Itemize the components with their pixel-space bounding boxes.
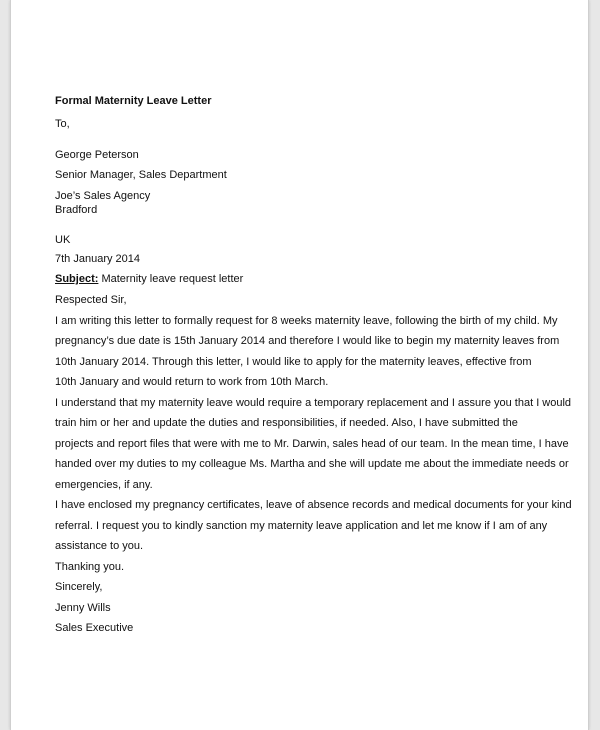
thanks-line: Thanking you. bbox=[55, 561, 125, 573]
recipient-name: George Peterson bbox=[55, 149, 139, 161]
paragraph-line: pregnancy’s due date is 15th January 2014 and therefore I would like to begin my maternity leaves from bbox=[55, 335, 560, 347]
paragraph-line: 10th January 2014. Through this letter, I would like to apply for the maternity leaves, effective from bbox=[55, 356, 532, 368]
sender-title: Sales Executive bbox=[55, 622, 134, 634]
paragraph-line: train him or her and update the duties and responsibilities, if needed. Also, I have submitted the bbox=[55, 417, 518, 429]
paragraph-line: projects and report files that were with me to Mr. Darwin, sales head of our team. In the mean time, I have bbox=[55, 438, 569, 450]
paragraph-line: I have enclosed my pregnancy certificates, leave of absence records and medical documents for your kind bbox=[55, 499, 572, 511]
paragraph-line: referral. I request you to kindly sanction my maternity leave application and let me know if I am of any bbox=[55, 520, 548, 532]
document-page bbox=[10, 0, 589, 730]
paragraph-line: handed over my duties to my colleague Ms. Martha and she will update me about the immediate needs or bbox=[55, 458, 569, 470]
subject-label: Subject: bbox=[55, 273, 99, 285]
closing-line: Sincerely, bbox=[55, 581, 103, 593]
paragraph-line: I am writing this letter to formally request for 8 weeks maternity leave, following the birth of my child. My bbox=[55, 315, 558, 327]
recipient-country: UK bbox=[55, 234, 71, 246]
paragraph-line: I understand that my maternity leave would require a temporary replacement and I assure you that I would bbox=[55, 397, 572, 409]
subject-line bbox=[55, 272, 243, 286]
recipient-position: Senior Manager, Sales Department bbox=[55, 169, 227, 181]
letter-date: 7th January 2014 bbox=[55, 253, 141, 265]
recipient-company: Joe’s Sales Agency bbox=[55, 190, 151, 202]
letter-title: Formal Maternity Leave Letter bbox=[55, 95, 212, 107]
salutation-to: To, bbox=[55, 118, 70, 130]
sender-name: Jenny Wills bbox=[55, 602, 111, 614]
greeting: Respected Sir, bbox=[55, 294, 127, 306]
paragraph-line: 10th January and would return to work from 10th March. bbox=[55, 376, 329, 388]
paragraph-line: emergencies, if any. bbox=[55, 479, 153, 491]
paragraph-line: assistance to you. bbox=[55, 540, 144, 552]
subject-text: Maternity leave request letter bbox=[98, 273, 244, 285]
recipient-city: Bradford bbox=[55, 204, 98, 216]
